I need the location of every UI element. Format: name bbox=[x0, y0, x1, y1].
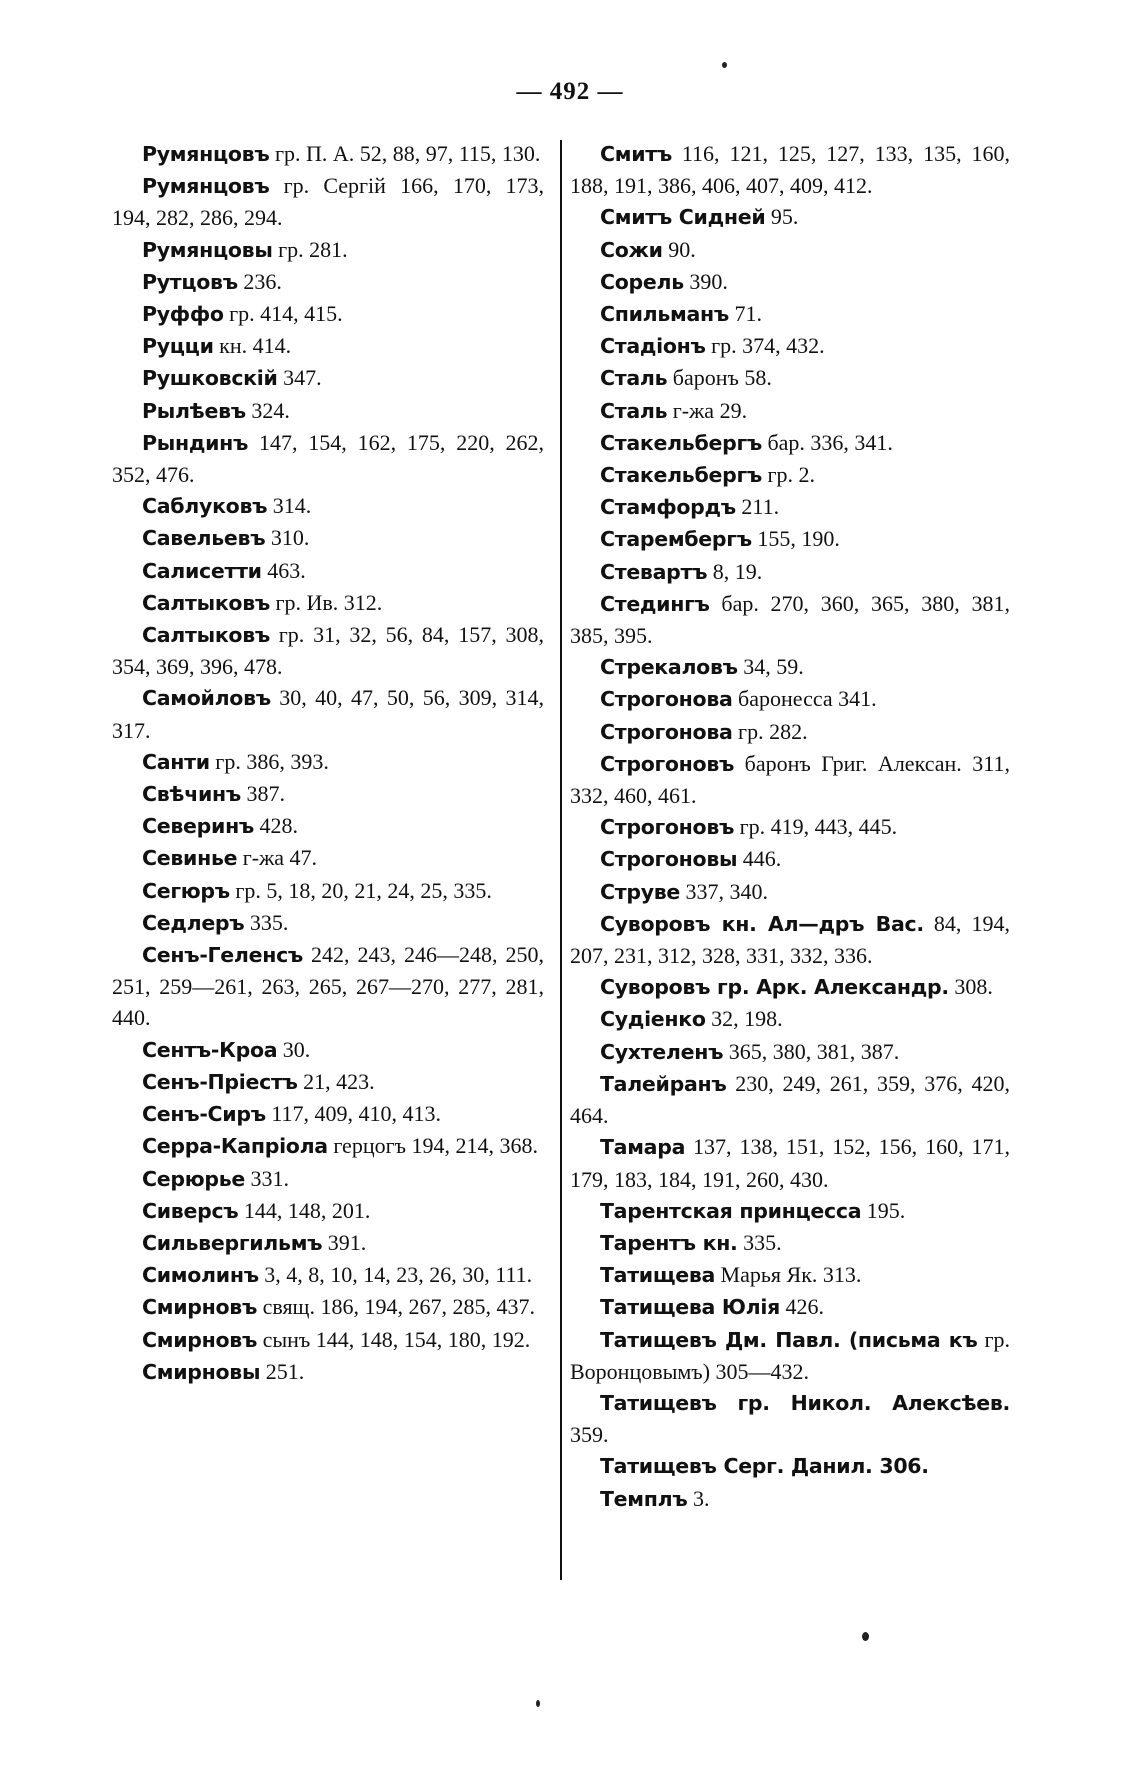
index-entry bbox=[570, 843, 1010, 875]
index-entry-pages: кн. 414. bbox=[213, 333, 292, 359]
index-entry-name: Саблуковъ bbox=[142, 494, 268, 519]
index-entry bbox=[570, 811, 1010, 843]
index-entry-name: Северинъ bbox=[142, 814, 255, 839]
index-entry-name: Рылѣевъ bbox=[142, 398, 246, 423]
index-entry-pages: 21, 423. bbox=[297, 1068, 375, 1094]
index-entry-name: Свѣчинъ bbox=[142, 782, 242, 807]
index-entry-pages: 3. bbox=[687, 1485, 710, 1511]
index-entry-name: Румянцовъ bbox=[142, 142, 270, 166]
index-entry-name: Стакельбергъ bbox=[600, 430, 762, 455]
index-entry-name: Сенъ-Пріестъ bbox=[142, 1069, 298, 1094]
index-entry-name: Сорель bbox=[600, 269, 684, 294]
index-entry-name: Судіенко bbox=[600, 1007, 706, 1032]
index-entry bbox=[112, 810, 544, 842]
index-entry bbox=[112, 842, 544, 874]
index-entry-name: Сталь bbox=[600, 398, 668, 423]
index-entry bbox=[112, 907, 544, 939]
index-entry-pages: гр. 282. bbox=[732, 718, 808, 744]
index-column-right bbox=[570, 138, 1010, 1515]
index-entry bbox=[112, 587, 544, 619]
index-entry-pages: 8, 19. bbox=[707, 558, 763, 584]
index-entry bbox=[570, 491, 1010, 523]
index-entry-pages: Марья Як. 313. bbox=[715, 1262, 862, 1288]
index-entry bbox=[112, 682, 544, 745]
index-entry bbox=[570, 651, 1010, 683]
index-entry-pages: 251. bbox=[260, 1358, 305, 1384]
index-entry-name: Строгонова bbox=[600, 719, 733, 744]
index-entry-name: Строгоновы bbox=[600, 847, 738, 872]
index-entry-pages: баронесса 341. bbox=[732, 686, 877, 712]
index-entry-name: Смитъ bbox=[600, 142, 672, 166]
index-entry-name: Татищева Юлія bbox=[600, 1295, 780, 1320]
index-entry bbox=[570, 1450, 1010, 1482]
index-entry bbox=[570, 1291, 1010, 1323]
index-entry bbox=[570, 588, 1010, 651]
index-entry-name: Спильманъ bbox=[600, 302, 730, 327]
index-entry bbox=[570, 138, 1010, 201]
index-entry-pages: 195. bbox=[861, 1197, 906, 1223]
index-entry bbox=[570, 1131, 1010, 1194]
index-entry bbox=[112, 234, 544, 266]
index-entry-pages: 463. bbox=[261, 557, 306, 583]
index-entry-name: Строгоновъ bbox=[600, 815, 735, 840]
index-entry-pages: гр. 386, 393. bbox=[209, 748, 329, 774]
index-entry-pages: 236. bbox=[237, 268, 282, 294]
index-entry bbox=[112, 1356, 544, 1388]
index-entry bbox=[570, 1387, 1010, 1450]
index-entry-pages: 428. bbox=[254, 813, 299, 839]
index-entry bbox=[570, 1227, 1010, 1259]
index-entry bbox=[112, 266, 544, 298]
index-entry-name: Серра-Капріола bbox=[142, 1134, 328, 1159]
index-entry-name: Смирновы bbox=[142, 1359, 261, 1384]
index-entry-pages: 390. bbox=[683, 268, 728, 294]
index-entry-name: Тарентская принцесса bbox=[600, 1198, 862, 1223]
index-entry-pages: 117, 409, 410, 413. bbox=[265, 1101, 442, 1127]
index-entry-pages: 426. bbox=[779, 1294, 824, 1320]
index-column-left bbox=[112, 138, 544, 1388]
index-entry bbox=[570, 556, 1010, 588]
page-number: — 492 — bbox=[516, 78, 624, 105]
index-entry-pages: 32, 198. bbox=[705, 1006, 783, 1032]
index-entry-pages: гр. 5, 18, 20, 21, 24, 25, 335. bbox=[229, 877, 492, 903]
index-entry bbox=[112, 555, 544, 587]
index-entry-name: Старембергъ bbox=[600, 527, 752, 552]
index-entry-name: Сухтеленъ bbox=[600, 1039, 724, 1064]
index-entry bbox=[112, 170, 544, 233]
index-entry bbox=[570, 971, 1010, 1003]
index-entry bbox=[112, 1291, 544, 1323]
index-entry-pages: баронъ Григ. Алексан. 311, 332, 460, 461. bbox=[570, 750, 1010, 809]
index-entry-pages: 30, 40, 47, 50, 56, 309, 314, 317. bbox=[112, 685, 544, 743]
index-entry bbox=[112, 362, 544, 394]
index-entry bbox=[112, 1163, 544, 1195]
index-entry-pages: 314. bbox=[267, 493, 312, 519]
index-entry-pages: 90. bbox=[662, 236, 696, 262]
index-entry-pages: 30. bbox=[277, 1036, 311, 1062]
index-entry-name: Сожи bbox=[600, 237, 663, 262]
index-entry-name: Сенъ-Геленсъ bbox=[142, 943, 304, 968]
index-entry bbox=[570, 1036, 1010, 1068]
index-entry-name: Севинье bbox=[142, 846, 238, 871]
index-entry-pages: гр. 414, 415. bbox=[223, 301, 343, 327]
index-entry-name: Салисетти bbox=[142, 558, 262, 583]
index-entry bbox=[570, 395, 1010, 427]
index-entry bbox=[570, 298, 1010, 330]
index-entry-pages: г-жа 29. bbox=[667, 397, 748, 423]
index-entry-name: Руффо bbox=[142, 302, 224, 327]
index-entry-name: Стамфордъ bbox=[600, 495, 736, 520]
index-entry bbox=[112, 1130, 544, 1162]
index-entry bbox=[570, 1195, 1010, 1227]
index-entry bbox=[112, 619, 544, 682]
index-entry-name: Сильвергильмъ bbox=[142, 1230, 323, 1255]
index-entry bbox=[570, 459, 1010, 491]
index-entry-name: Сталь bbox=[600, 366, 668, 391]
index-entry-pages: г-жа 47. bbox=[237, 845, 318, 871]
index-entry bbox=[112, 427, 544, 490]
index-entry bbox=[112, 1098, 544, 1130]
index-entry-pages: 144, 148, 201. bbox=[238, 1197, 371, 1223]
index-entry-name: Суворовъ кн. Ал—дръ Вас. bbox=[600, 911, 924, 936]
index-entry-name: Татищевъ Дм. Павл. (письма къ bbox=[600, 1327, 978, 1352]
index-entry-name: Румянцовы bbox=[142, 237, 273, 262]
index-entry-pages: гр. П. А. 52, 88, 97, 115, 130. bbox=[269, 141, 541, 166]
index-entry-pages: 3, 4, 8, 10, 14, 23, 26, 30, 111. bbox=[258, 1262, 533, 1288]
index-entry-name: Сегюръ bbox=[142, 878, 230, 903]
index-entry bbox=[112, 298, 544, 330]
index-entry-pages: 359. bbox=[570, 1422, 609, 1448]
index-entry-name: Салтыковъ bbox=[142, 623, 270, 648]
index-entry bbox=[570, 876, 1010, 908]
index-entry-pages: свящ. 186, 194, 267, 285, 437. bbox=[257, 1294, 535, 1320]
index-entry-name: Струве bbox=[600, 879, 681, 904]
index-entry-name: Татищевъ Серг. Данил. 306. bbox=[600, 1454, 929, 1479]
index-entry-name: Самойловъ bbox=[142, 686, 271, 711]
index-entry-name: Стадіонъ bbox=[600, 334, 706, 359]
index-entry-name: Талейранъ bbox=[600, 1071, 727, 1096]
index-entry-name: Сенъ-Сиръ bbox=[142, 1102, 266, 1127]
index-entry bbox=[570, 748, 1010, 811]
index-entry-pages: 211. bbox=[735, 494, 780, 520]
index-entry bbox=[570, 234, 1010, 266]
index-entry-name: Стедингъ bbox=[600, 591, 710, 616]
index-entry bbox=[570, 1068, 1010, 1131]
print-speck bbox=[536, 1700, 540, 1707]
index-entry-pages: сынъ 144, 148, 154, 180, 192. bbox=[257, 1326, 531, 1352]
index-entry-pages: 242, 243, 246—248, 250, 251, 259—261, 263, 265, 267—270, 277, 281, 440. bbox=[112, 942, 544, 1031]
index-entry-name: Смитъ Сидней bbox=[600, 205, 766, 230]
index-entry bbox=[570, 330, 1010, 362]
index-entry-name: Темплъ bbox=[600, 1486, 688, 1511]
index-entry-name: Рындинъ bbox=[142, 430, 249, 455]
index-entry-name: Рушковскій bbox=[142, 366, 278, 391]
index-entry bbox=[112, 395, 544, 427]
index-entry bbox=[112, 1324, 544, 1356]
index-entry-name: Смирновъ bbox=[142, 1295, 258, 1320]
index-entry bbox=[570, 683, 1010, 715]
index-entry-pages: 116, 121, 125, 127, 133, 135, 160, 188, 191, 386, 406, 407, 409, 412. bbox=[570, 141, 1010, 199]
index-entry-name: Симолинъ bbox=[142, 1263, 259, 1288]
index-entry-name: Сиверсъ bbox=[142, 1198, 239, 1223]
index-entry-pages: 95. bbox=[765, 204, 799, 230]
index-entry-name: Строгоновъ bbox=[600, 751, 735, 776]
index-entry bbox=[570, 908, 1010, 971]
index-entry-pages: 391. bbox=[322, 1229, 367, 1255]
index-entry-name: Татищева bbox=[600, 1263, 716, 1288]
index-entry-pages: 331. bbox=[245, 1165, 289, 1191]
index-entry-pages: гр. 374, 432. bbox=[705, 333, 825, 359]
index-entry bbox=[112, 330, 544, 362]
index-entry bbox=[112, 1227, 544, 1259]
index-entry-pages: гр. Ив. 312. bbox=[270, 589, 383, 615]
index-entry bbox=[112, 1034, 544, 1066]
index-entry bbox=[570, 1003, 1010, 1035]
index-entry-pages: 335. bbox=[244, 909, 289, 935]
index-entry bbox=[112, 490, 544, 522]
index-entry-name: Сентъ-Кроа bbox=[142, 1037, 278, 1062]
index-entry-name: Стакельбергъ bbox=[600, 463, 762, 488]
index-entry-pages: гр. 419, 443, 445. bbox=[734, 814, 898, 840]
index-entry-pages: 230, 249, 261, 359, 376, 420, 464. bbox=[570, 1070, 1010, 1129]
index-entry-name: Стевартъ bbox=[600, 559, 708, 584]
index-entry-name: Румянцовъ bbox=[142, 174, 270, 199]
index-entry bbox=[570, 716, 1010, 748]
index-entry-name: Савельевъ bbox=[142, 526, 266, 551]
index-entry bbox=[112, 1195, 544, 1227]
print-speck bbox=[722, 62, 727, 68]
index-entry-name: Тамара bbox=[600, 1135, 686, 1160]
index-entry-name: Санти bbox=[142, 749, 210, 774]
index-entry-name: Руцци bbox=[142, 334, 214, 359]
index-entry bbox=[570, 1483, 1010, 1515]
index-entry bbox=[570, 1324, 1010, 1387]
index-entry-name: Суворовъ гр. Арк. Александр. bbox=[600, 975, 949, 1000]
index-entry-pages: 155, 190. bbox=[751, 526, 840, 552]
index-entry bbox=[570, 1259, 1010, 1291]
index-entry-name: Тарентъ кн. bbox=[600, 1230, 738, 1255]
index-entry-pages: 71. bbox=[729, 301, 763, 327]
index-entry bbox=[112, 939, 544, 1034]
index-entry-pages: 387. bbox=[241, 781, 286, 807]
index-entry-pages: баронъ 58. bbox=[667, 365, 772, 391]
index-entry-name: Рутцовъ bbox=[142, 269, 238, 294]
index-entry-pages: 137, 138, 151, 152, 156, 160, 171, 179, 183, 184, 191, 260, 430. bbox=[570, 1134, 1010, 1192]
index-entry bbox=[570, 523, 1010, 555]
index-entry bbox=[112, 1066, 544, 1098]
index-entry-pages: бар. 270, 360, 365, 380, 381, 385, 395. bbox=[570, 590, 1010, 649]
index-entry-pages: бар. 336, 341. bbox=[761, 429, 893, 455]
index-entry-pages: гр. 2. bbox=[761, 462, 815, 488]
column-divider bbox=[560, 140, 562, 1580]
index-entry bbox=[112, 746, 544, 778]
print-speck bbox=[862, 1632, 869, 1641]
index-entry-pages: 34, 59. bbox=[737, 654, 804, 680]
index-entry bbox=[570, 266, 1010, 298]
index-entry-pages: 347. bbox=[277, 365, 322, 391]
index-entry bbox=[570, 362, 1010, 394]
index-entry-pages: 365, 380, 381, 387. bbox=[723, 1038, 900, 1064]
index-entry-pages: гр. Сергій 166, 170, 173, 194, 282, 286, 294. bbox=[112, 173, 544, 231]
index-entry-name: Серюрье bbox=[142, 1166, 245, 1191]
index-entry bbox=[112, 1259, 544, 1291]
index-entry-name: Татищевъ гр. Никол. Алексѣев. bbox=[600, 1390, 1010, 1415]
index-entry-pages: 147, 154, 162, 175, 220, 262, 352, 476. bbox=[112, 429, 544, 488]
index-entry bbox=[570, 201, 1010, 233]
index-entry-pages: гр. 31, 32, 56, 84, 157, 308, 354, 369, 396, 478. bbox=[112, 622, 544, 680]
index-entry-pages: 308. bbox=[948, 974, 993, 1000]
index-entry-pages: герцогъ 194, 214, 368. bbox=[327, 1133, 538, 1159]
index-entry-pages: 310. bbox=[265, 525, 310, 551]
index-entry-pages: 84, 194, 207, 231, 312, 328, 331, 332, 336. bbox=[570, 910, 1011, 969]
index-entry bbox=[570, 427, 1010, 459]
index-entry bbox=[112, 138, 544, 170]
index-entry-pages: 337, 340. bbox=[680, 878, 769, 904]
index-entry bbox=[112, 875, 544, 907]
index-entry-pages: 446. bbox=[737, 846, 782, 872]
index-entry-name: Стрекаловъ bbox=[600, 655, 738, 680]
index-entry bbox=[112, 778, 544, 810]
index-entry-pages: 335. bbox=[737, 1229, 782, 1255]
index-entry-name: Седлеръ bbox=[142, 910, 245, 935]
index-entry-pages: 324. bbox=[245, 397, 290, 423]
index-entry-name: Смирновъ bbox=[142, 1327, 258, 1352]
index-entry bbox=[112, 522, 544, 554]
index-entry-pages: гр. Воронцовымъ) 305—432. bbox=[570, 1326, 1011, 1384]
index-entry-name: Строгонова bbox=[600, 687, 733, 712]
index-entry-name: Салтыковъ bbox=[142, 590, 270, 615]
index-entry-pages: гр. 281. bbox=[272, 236, 348, 262]
